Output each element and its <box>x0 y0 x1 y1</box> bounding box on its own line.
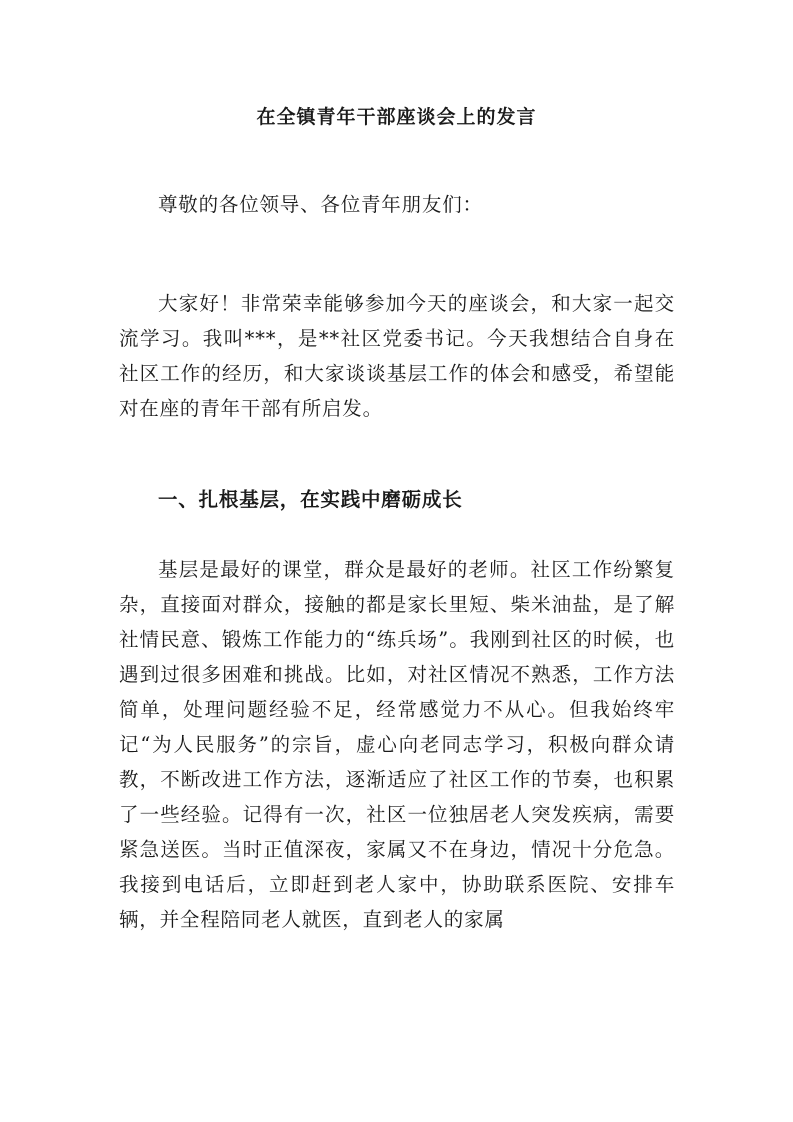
section-heading-1: 一、扎根基层，在实践中磨砺成长 <box>158 488 463 511</box>
paragraph-section-1: 基层是最好的课堂，群众是最好的老师。社区工作纷繁复杂，直接面对群众，接触的都是家长里短、柴米油盐，是了解社情民意、锻炼工作能力的“练兵场”。我刚到社区的时候，也遇到过很多困难和挑战。比如，对社区情况不熟悉，工作方法简单，处理问题经验不足，经常感觉力不从心。但我始终牢记“为人民服务”的宗旨，虚心向老同志学习，积极向群众请教，不断改进工作方法，逐渐适应了社区工作的节奏，也积累了一些经验。记得有一次，社区一位独居老人突发疾病，需要紧急送医。当时正值深夜，家属又不在身边，情况十分危急。我接到电话后，立即赶到老人家中，协助联系医院、安排车辆，并全程陪同老人就医，直到老人的家属 <box>119 558 675 931</box>
document-title: 在全镇青年干部座谈会上的发言 <box>256 106 537 128</box>
salutation: 尊敬的各位领导、各位青年朋友们： <box>158 193 483 216</box>
paragraph-opening: 大家好！非常荣幸能够参加今天的座谈会，和大家一起交流学习。我叫***，是**社区党委书记。今天我想结合自身在社区工作的经历，和大家谈谈基层工作的体会和感受，希望能对在座的青年干部有所启发。 <box>119 292 675 420</box>
